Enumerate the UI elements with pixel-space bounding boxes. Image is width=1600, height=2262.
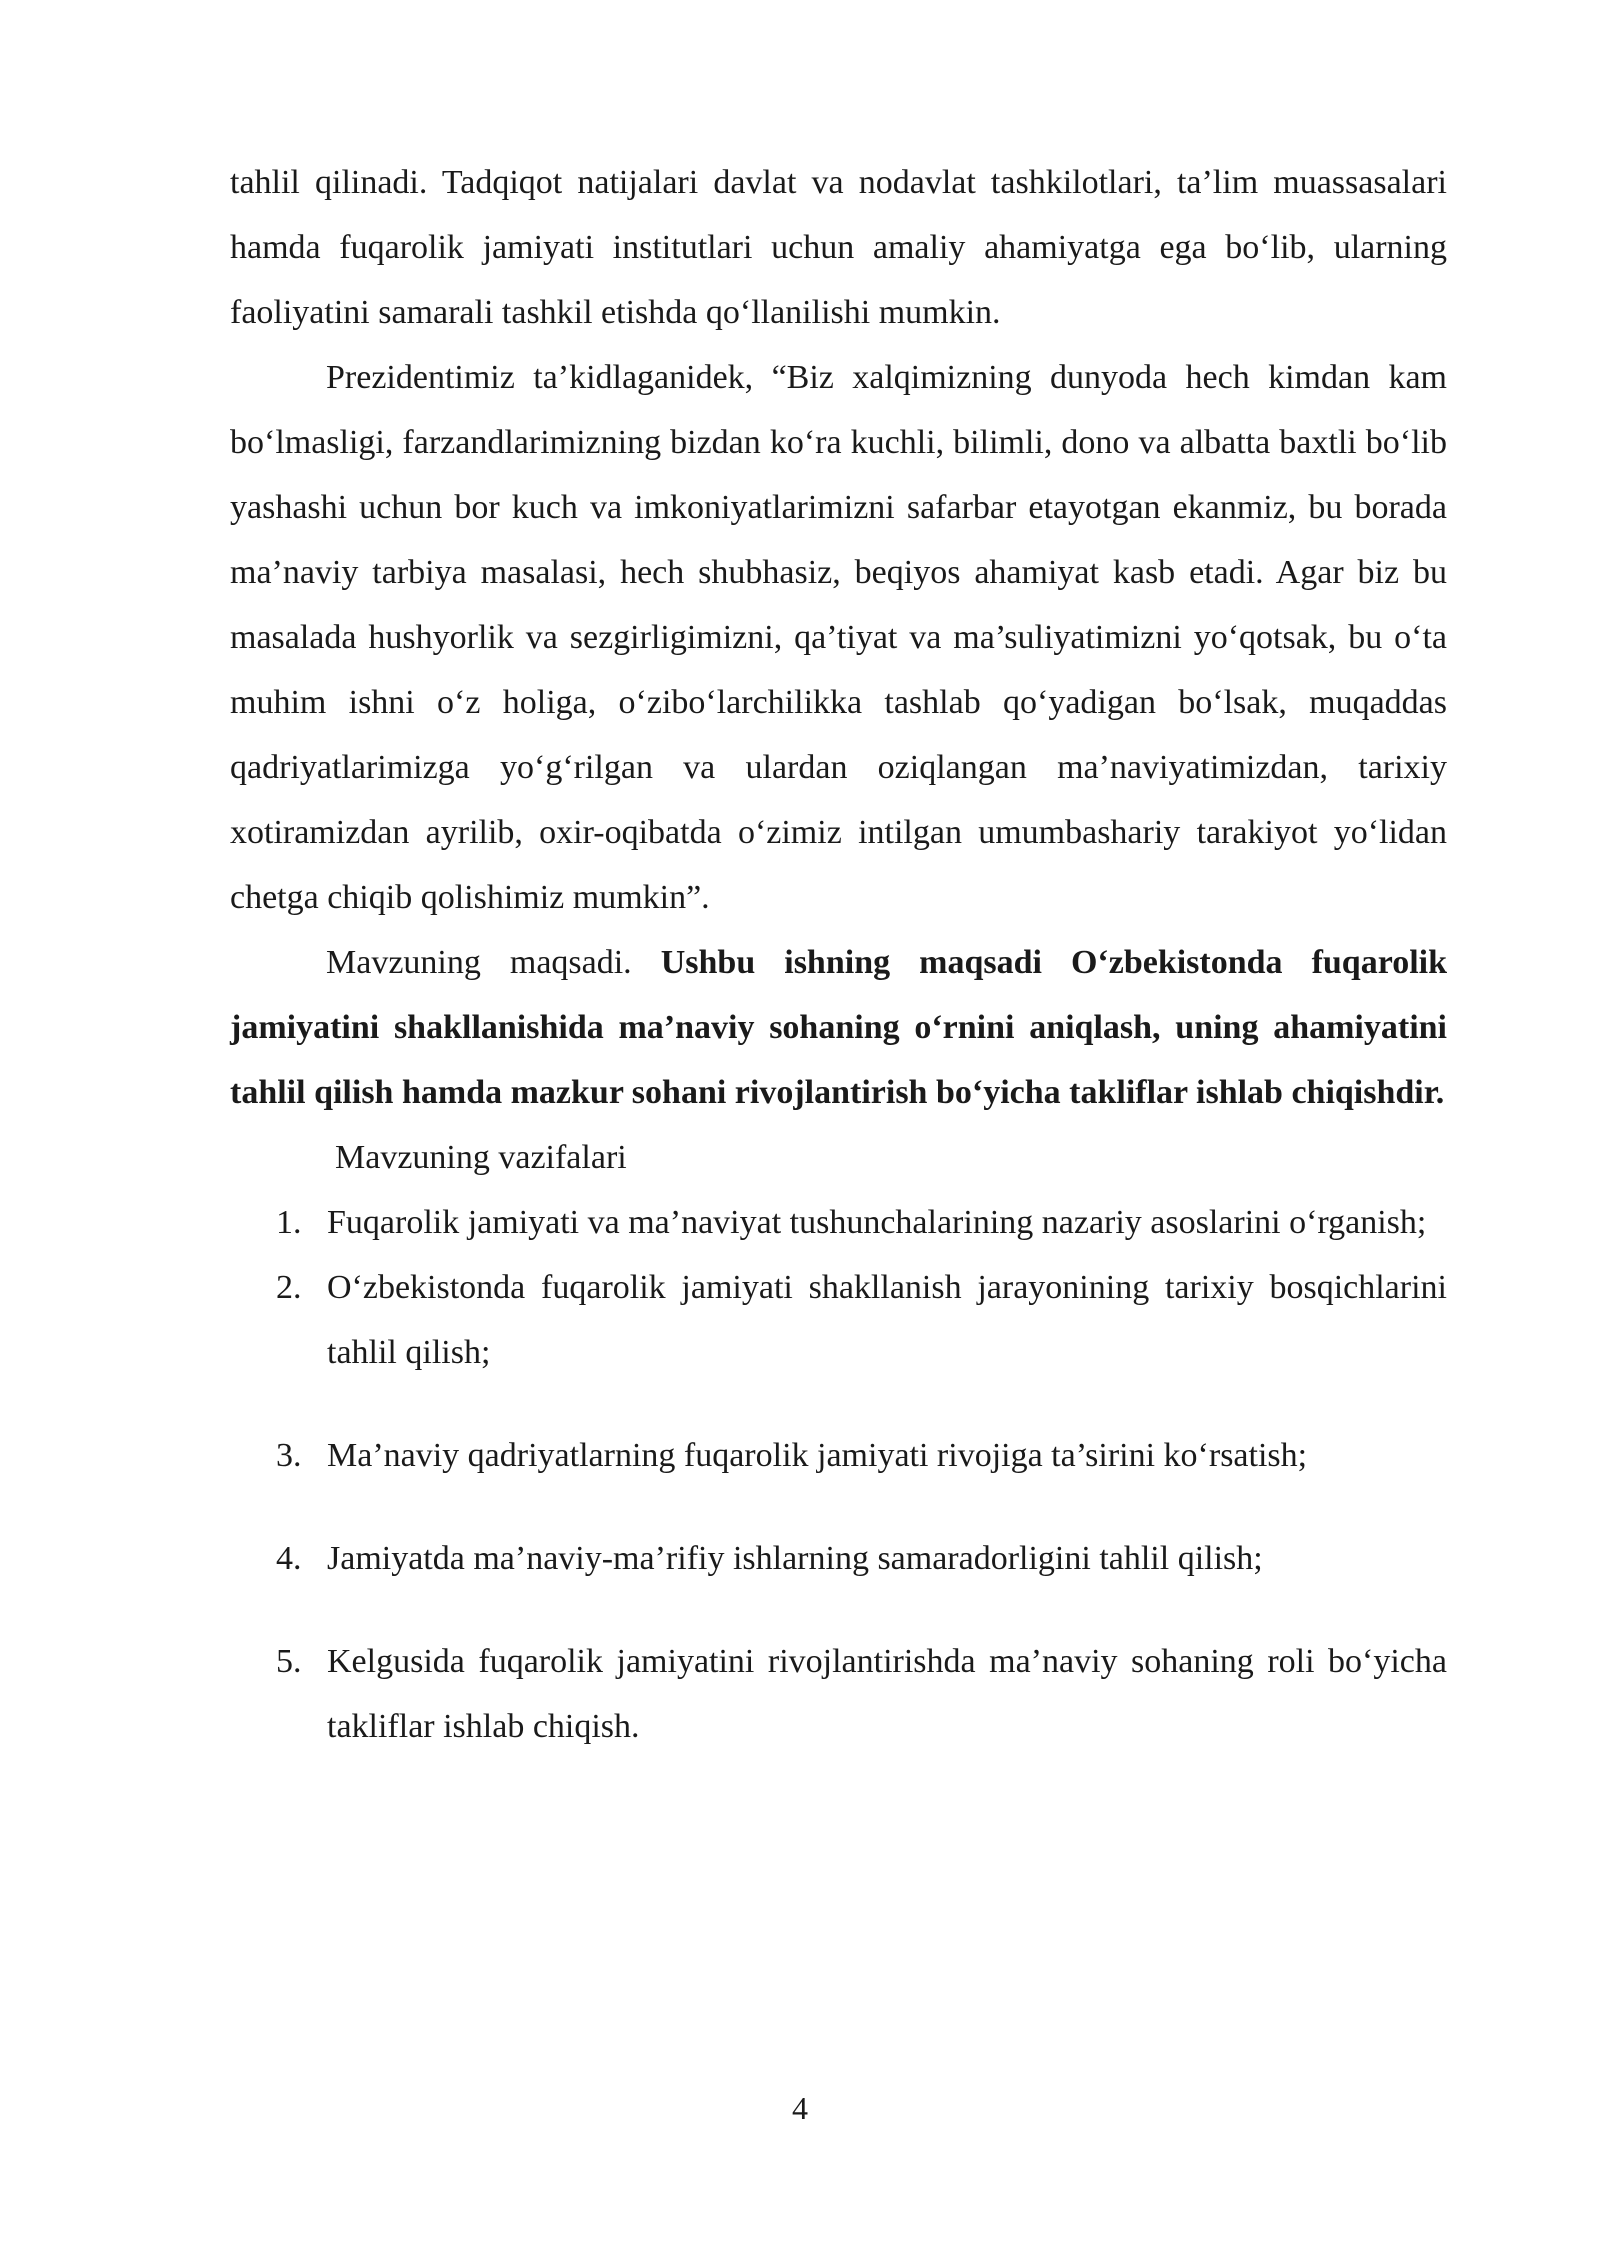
task-item-4 xyxy=(230,1526,1447,1591)
task-text: Ma’naviy qadriyatlarning fuqarolik jamiyati rivojiga ta’sirini ko‘rsatish; xyxy=(327,1437,1308,1474)
task-item-5 xyxy=(230,1629,1447,1759)
tasks-heading: Mavzuning vazifalari xyxy=(335,1139,627,1176)
task-text: Fuqarolik jamiyati va ma’naviyat tushunchalarining nazariy asoslarini o‘rganish; xyxy=(327,1204,1427,1241)
task-item-1 xyxy=(230,1190,1447,1255)
goal-text: Ushbu ishning maqsadi O‘zbekistonda fuqarolik jamiyatini shakllanishida ma’naviy sohaning o‘rnini aniqlash, uning ahamiyatini tahlil qilish hamda mazkur sohani rivojlantirish bo‘yicha takliflar ishlab chiqishdir. xyxy=(230,944,1447,1111)
goal-label: Mavzuning maqsadi. xyxy=(326,944,632,981)
intro-paragraph: tahlil qilinadi. Tadqiqot natijalari davlat va nodavlat tashkilotlari, ta’lim muassasalari hamda fuqarolik jamiyati institutlari uchun amaliy ahamiyatga ega bo‘lib, ularning faoliyatini samarali tashkil etishda qo‘llanilishi mumkin. xyxy=(230,164,1447,331)
task-number: 2. xyxy=(276,1269,302,1306)
task-number: 3. xyxy=(276,1437,302,1474)
quote-paragraph: Prezidentimiz ta’kidlaganidek, “Biz xalqimizning dunyoda hech kimdan kam bo‘lmasligi, farzandlarimizning bizdan ko‘ra kuchli, bilimli, dono va albatta baxtli bo‘lib yashashi uchun bor kuch va imkoniyatlarimizni safarbar etayotgan ekanmiz, bu borada ma’naviy tarbiya masalasi, hech shubhasiz, beqiyos ahamiyat kasb etadi. Agar biz bu masalada hushyorlik va sezgirligimizni, qa’tiyat va ma’suliyatimizni yo‘qotsak, bu o‘ta muhim ishni o‘z holiga, o‘zibo‘larchilikka tashlab qo‘yadigan bo‘lsak, muqaddas qadriyatlarimizga yo‘g‘rilgan va ulardan oziqlangan ma’naviyatimizdan, tarixiy xotiramizdan ayrilib, oxir-oqibatda o‘zimiz intilgan umumbashariy tarakiyot yo‘lidan chetga chiqib qolishimiz mumkin”. xyxy=(230,359,1447,916)
task-text: Kelgusida fuqarolik jamiyatini rivojlantirishda ma’naviy sohaning roli bo‘yicha takliflar ishlab chiqish. xyxy=(327,1643,1447,1745)
task-item-2 xyxy=(230,1255,1447,1385)
page-number: 4 xyxy=(792,2090,808,2126)
task-number: 1. xyxy=(276,1204,302,1241)
task-text: O‘zbekistonda fuqarolik jamiyati shakllanish jarayonining tarixiy bosqichlarini tahlil qilish; xyxy=(327,1269,1447,1371)
task-number: 5. xyxy=(276,1643,302,1680)
task-item-3 xyxy=(230,1423,1447,1488)
task-number: 4. xyxy=(276,1540,302,1577)
document-page xyxy=(230,150,1447,1759)
goal-paragraph xyxy=(230,930,1447,1125)
task-list xyxy=(230,1190,1447,1759)
task-text: Jamiyatda ma’naviy-ma’rifiy ishlarning samaradorligini tahlil qilish; xyxy=(327,1540,1263,1577)
